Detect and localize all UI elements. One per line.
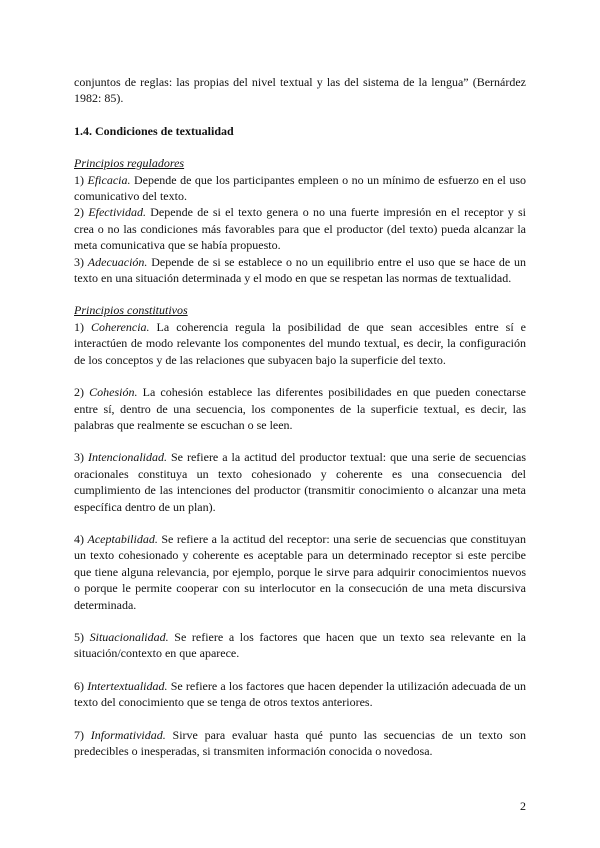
spacer	[74, 368, 526, 384]
item-text: La coherencia regula la posibilidad de que sean accesibles entre sí e interactúen de modo relevante los componentes del mundo textual, es decir, la configuración de los conceptos y de las relaciones que subyacen bajo la superficie del texto.	[74, 319, 526, 367]
item-number: 3)	[74, 450, 84, 465]
item-number: 4)	[74, 531, 84, 546]
regulative-item-2	[74, 204, 526, 253]
item-term: Situacionalidad.	[89, 629, 169, 644]
spacer	[74, 286, 526, 302]
constitutive-item-6	[74, 678, 526, 711]
section-heading: 1.4. Condiciones de textualidad	[74, 123, 234, 138]
item-number: 1)	[74, 319, 84, 334]
item-text: Se refiere a la actitud del productor textual: que una serie de secuencias oracionales constituya un texto cohesionado y coherente es una consecuencia del cumplimiento de las intenciones del productor (transmitir conocimiento o alcanzar una meta específica dentro de un plan).	[74, 450, 527, 514]
spacer	[74, 711, 526, 727]
constitutive-item-2	[74, 384, 526, 433]
item-term: Coherencia.	[91, 319, 150, 334]
constitutive-principles-heading: Principios constitutivos	[74, 303, 188, 318]
spacer	[74, 433, 526, 449]
item-text: Depende de que los participantes empleen o no un mínimo de esfuerzo en el uso comunicativo del texto.	[74, 172, 527, 204]
item-term: Intencionalidad.	[88, 450, 167, 465]
regulative-item-1	[74, 172, 526, 205]
item-term: Intertextualidad.	[87, 678, 168, 693]
item-term: Informatividad.	[90, 727, 166, 742]
spacer	[74, 515, 526, 531]
item-text: Se refiere a la actitud del receptor: una serie de secuencias que constituyan un texto cohesionado y coherente es aceptable para un determinado receptor si este percibe que tiene alguna relevancia, por ejemplo, porque le sirve para adquirir conocimientos nuevos o porque le permite cooperar con su interlocutor en la consecución de una meta discursiva determinada.	[74, 531, 527, 612]
item-number: 2)	[74, 385, 84, 400]
item-number: 3)	[74, 254, 84, 269]
constitutive-item-1	[74, 319, 526, 368]
intro-paragraph: conjuntos de reglas: las propias del nivel textual y las del sistema de la lengua” (Bernárdez 1982: 85).	[74, 75, 526, 106]
regulative-principles-heading: Principios reguladores	[74, 156, 185, 171]
item-term: Cohesión.	[89, 385, 138, 400]
item-number: 6)	[74, 678, 84, 693]
item-text: Sirve para evaluar hasta qué punto las secuencias de un texto son predecibles o inesperadas, si transmiten información conocida o novedosa.	[74, 727, 527, 758]
spacer	[74, 662, 526, 678]
item-number: 7)	[74, 727, 84, 742]
spacer	[74, 613, 526, 629]
item-number: 1)	[74, 172, 84, 187]
item-text: Se refiere a los factores que hacen depender la utilización adecuada de un texto del conocimiento que se tenga de otros textos anteriores.	[74, 678, 527, 710]
item-number: 5)	[74, 629, 84, 644]
item-text: Depende de si se establece o no un equilibrio entre el uso que se hace de un texto en una situación determinada y el modo en que se respetan las normas de textualidad.	[74, 254, 527, 286]
item-term: Aceptabilidad.	[87, 531, 158, 546]
constitutive-item-7	[74, 727, 526, 760]
item-text: Se refiere a los factores que hacen que un texto sea relevante en la situación/contexto en que aparece.	[74, 629, 527, 661]
page-content	[74, 74, 526, 759]
page-number: 2	[520, 799, 526, 813]
item-term: Adecuación.	[87, 254, 148, 269]
item-number: 2)	[74, 205, 84, 220]
constitutive-item-5	[74, 629, 526, 662]
item-term: Efectividad.	[88, 205, 146, 220]
regulative-item-3	[74, 254, 526, 287]
item-text: La cohesión establece las diferentes posibilidades en que pueden conectarse entre sí, dentro de una secuencia, los componentes de la superficie textual, es decir, las palabras que realmente se escuchan o se leen.	[74, 385, 527, 432]
constitutive-item-3	[74, 449, 526, 515]
item-term: Eficacia.	[87, 172, 131, 187]
constitutive-item-4	[74, 531, 526, 613]
item-text: Depende de si el texto genera o no una fuerte impresión en el receptor y si crea o no las condiciones más favorables para que el productor (del texto) pueda alcanzar la meta comunicativa que se había propuesto.	[74, 205, 527, 253]
